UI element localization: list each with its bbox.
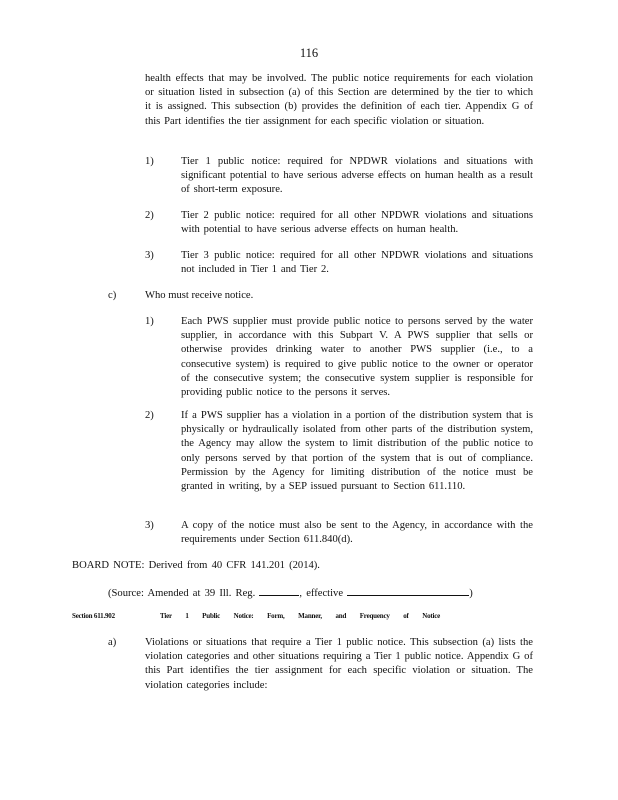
section-title: Tier 1 Public Notice: Form, Manner, and Frequency of Notice [160, 612, 441, 620]
tier-3-label: 3) [145, 250, 154, 261]
receiver-3-text: A copy of the notice must also be sent to the Agency, in accordance with the requirements under Section 611.840(d). [181, 520, 533, 546]
source-line [108, 585, 473, 601]
tier-2-text: Tier 2 public notice: required for all other NPDWR violations and situations with potential to have serious adverse effects on human health. [181, 210, 533, 236]
receiver-3-label: 3) [145, 520, 154, 531]
intro-paragraph: health effects that may be involved. The public notice requirements for each violation or situation listed in subsection (a) of this Section are determined by the tier to which it is assigned. This subsection (b) provides the definition of each tier. Appendix G of this Part identifies the tier assignment for each specific violation or situation. [145, 73, 533, 127]
tier-2-label: 2) [145, 210, 154, 221]
board-note: BOARD NOTE: Derived from 40 CFR 141.201 (2014). [72, 560, 320, 571]
receiver-2-text: If a PWS supplier has a violation in a portion of the distribution system that is physically or hydraulically isolated from other parts of the distribution system, the Agency may allow the system to limit distribution of the public notice to only persons served by that portion of the system that is out of compliance. Permission by the Agency for limiting distribution of the notice must be granted in writing, by a SEP issued pursuant to Section 611.110. [181, 410, 533, 493]
source-suffix: ) [469, 588, 473, 599]
subsection-a-label: a) [108, 637, 117, 648]
page-number: 116 [299, 46, 319, 60]
subsection-a-text: Violations or situations that require a Tier 1 public notice. This subsection (a) lists the violation categories and other situations requiring a Tier 1 public notice. Appendix G of this Part identifies the tier assignment for each specific violation or situation. The violation categories include: [145, 637, 533, 691]
tier-3-text: Tier 3 public notice: required for all other NPDWR violations and situations not included in Tier 1 and Tier 2. [181, 250, 533, 276]
receiver-2-label: 2) [145, 410, 154, 421]
receiver-1-text: Each PWS supplier must provide public notice to persons served by the water supplier, in accordance with this Subpart V. A PWS supplier that sells or otherwise provides drinking water to another PWS supplier (i.e., to a consecutive system) is required to give public notice to the owner or operator of the consecutive system; the consecutive system supplier is responsible for providing public notice to the persons it serves. [181, 316, 533, 399]
section-number: Section 611.902 [72, 612, 115, 620]
effective-date-blank [347, 585, 469, 596]
source-middle: , effective [299, 588, 344, 599]
subsection-c-label: c) [108, 290, 117, 301]
tier-1-label: 1) [145, 156, 154, 167]
register-page-blank [259, 585, 299, 596]
source-prefix: (Source: Amended at 39 Ill. Reg. [108, 588, 256, 599]
subsection-c-heading: Who must receive notice. [145, 290, 254, 301]
receiver-1-label: 1) [145, 316, 154, 327]
tier-1-text: Tier 1 public notice: required for NPDWR violations and situations with significant potential to have serious adverse effects on human health as a result of short-term exposure. [181, 156, 533, 196]
